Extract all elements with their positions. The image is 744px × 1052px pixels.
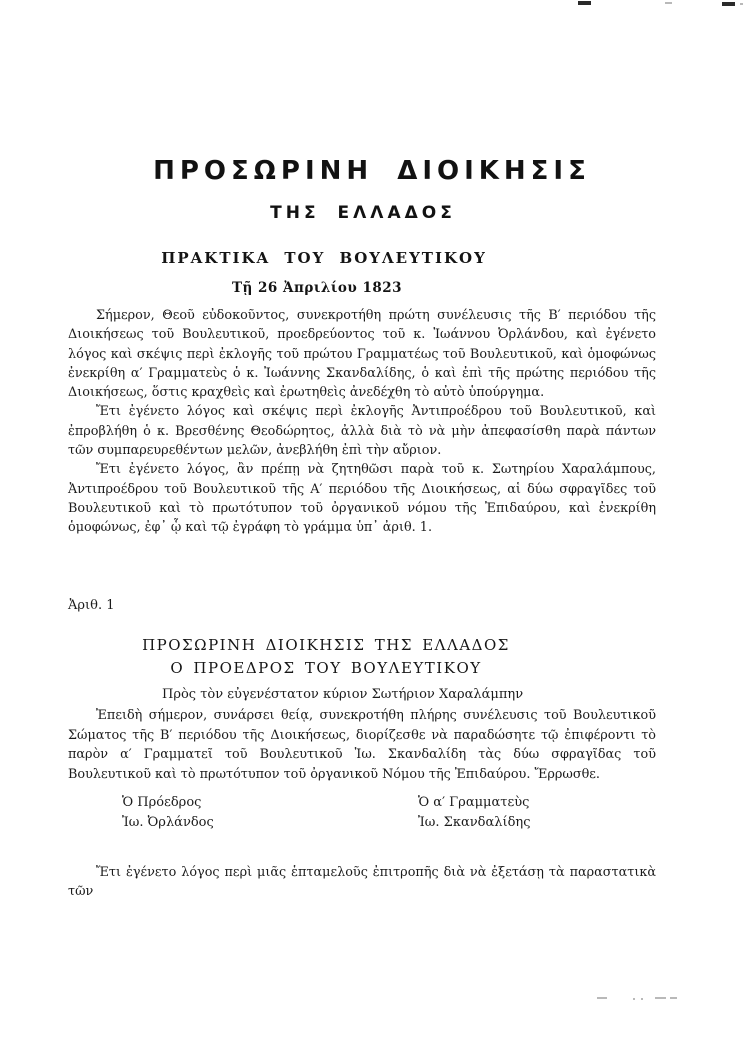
letter-heading xyxy=(0,634,652,680)
letter-heading-line2: Ο ΠΡΟΕΔΡΟΣ ΤΟΥ ΒΟΥΛΕΥΤΙΚΟΥ xyxy=(170,659,482,677)
scan-artifact xyxy=(641,998,643,1000)
document-subtitle: ΤΗΣ ΕΛΛΑΔΟΣ xyxy=(270,203,456,223)
document-title: ΠΡΟΣΩΡΙΝΗ ΔΙΟΙΚΗΣΙΣ xyxy=(153,156,591,186)
scan-artifact xyxy=(597,997,607,999)
scan-artifact xyxy=(670,997,677,999)
letter-salutation: Πρὸς τὸν εὐγενέστατον κύριον Σωτήριον Χαραλάμπην xyxy=(162,687,524,702)
minutes-text xyxy=(68,306,656,538)
signature-role: Ὁ Πρόεδρος xyxy=(122,795,202,810)
scan-artifact xyxy=(665,2,672,4)
letter-heading-line1: ΠΡΟΣΩΡΙΝΗ ΔΙΟΙΚΗΣΙΣ ΤΗΣ ΕΛΛΑΔΟΣ xyxy=(142,636,510,654)
closing-paragraph-text: Ἔτι ἐγένετο λόγος περὶ μιᾶς ἑπταμελοῦς ἐπιτροπῆς διὰ νὰ ἐξετάσῃ τὰ παραστατικὰ τῶν xyxy=(68,865,656,900)
scan-artifact xyxy=(722,2,735,6)
minutes-paragraph: Ἔτι ἐγένετο λόγος καὶ σκέψις περὶ ἐκλογῆς Ἀντιπροέδρου τοῦ Βουλευτικοῦ, καὶ ἐπροβλήθη ὁ κ. Βρεσθένης Θεοδώρητος, ἀλλὰ διὰ τὸ νὰ μὴν ἀπεφασίσθη παρὰ πάντων τῶν συμπαρευρεθέντων μελῶν, ἀνεβλήθη ἐπὶ τὴν αὔριον. xyxy=(68,404,656,459)
date-line: Τῇ 26 Ἀπριλίου 1823 xyxy=(231,280,403,296)
scan-artifact xyxy=(740,3,743,5)
minutes-paragraph: Σήμερον, Θεοῦ εὐδοκοῦντος, συνεκροτήθη πρώτη συνέλευσις τῆς Β′ περιόδου τῆς Διοικήσεως τοῦ Βουλευτικοῦ, προεδρεύοντος τοῦ κ. Ἰωάννου Ὀρλάνδου, καὶ ἐγένετο λόγος καὶ σκέψις περὶ ἐκλογῆς τοῦ πρώτου Γραμματέως τοῦ Βουλευτικοῦ, καὶ ὁμοφώνως ἐνεκρίθη α′ Γραμματεὺς ὁ κ. Ἰωάννης Σκανδαλίδης, ὁ καὶ ἐπὶ τῆς πρώτης περιόδου τῆς Διοικήσεως, ὅστις κραχθεὶς καὶ ἐρωτηθεὶς ἀνεδέχθη τὸ αὐτὸ ὑπούργημα. xyxy=(68,308,656,401)
scan-artifact xyxy=(633,998,635,1000)
minutes-paragraph: Ἔτι ἐγένετο λόγος, ἂν πρέπῃ νὰ ζητηθῶσι παρὰ τοῦ κ. Σωτηρίου Χαραλάμπους, Ἀντιπροέδρου τοῦ Βουλευτικοῦ τῆς Α′ περιόδου τῆς Διοικήσεως, αἱ δύω σφραγῖδες τοῦ Βουλευτικοῦ καὶ τὸ πρωτότυπον τοῦ ὀργανικοῦ νόμου τῆς Ἐπιδαύρου, καὶ ἐνεκρίθη ὁμοφώνως, ἐφ᾽ ᾧ καὶ τῷ ἐγράφη τὸ γράμμα ὑπ᾽ ἀριθ. 1. xyxy=(68,462,656,536)
signature-name: Ἰω. Ὀρλάνδος xyxy=(122,814,214,830)
signature-name: Ἰω. Σκανδαλίδης xyxy=(418,814,531,830)
signature-role: Ὁ α′ Γραμματεὺς xyxy=(418,795,530,810)
section-heading: ΠΡΑΚΤΙΚΑ ΤΟΥ ΒΟΥΛΕΥΤΙΚΟΥ xyxy=(161,249,487,267)
document-number: Ἀριθ. 1 xyxy=(68,598,115,613)
signature-right xyxy=(418,793,530,832)
scan-artifact xyxy=(655,997,666,999)
signature-left xyxy=(122,793,214,832)
scan-artifact xyxy=(578,1,591,5)
letter-body-paragraph: Ἐπειδὴ σήμερον, συνάρσει θείᾳ, συνεκροτήθη πλήρης συνέλευσις τοῦ Βουλευτικοῦ Σώματος τῆς Β′ περιόδου τῆς Διοικήσεως, διορίζεσθε νὰ παραδώσητε τῷ ἐπιφέροντι τὸ παρὸν α′ Γραμματεῖ τοῦ Βουλευτικοῦ Ἰω. Σκανδαλίδη τὰς δύω σφραγῖδας τοῦ Βουλευτικοῦ καὶ τὸ πρωτότυπον τοῦ ὀργανικοῦ Νόμου τῆς Ἐπιδαύρου. Ἔρρωσθε. xyxy=(68,708,656,782)
closing-paragraph xyxy=(68,863,656,902)
letter-body xyxy=(68,706,656,784)
